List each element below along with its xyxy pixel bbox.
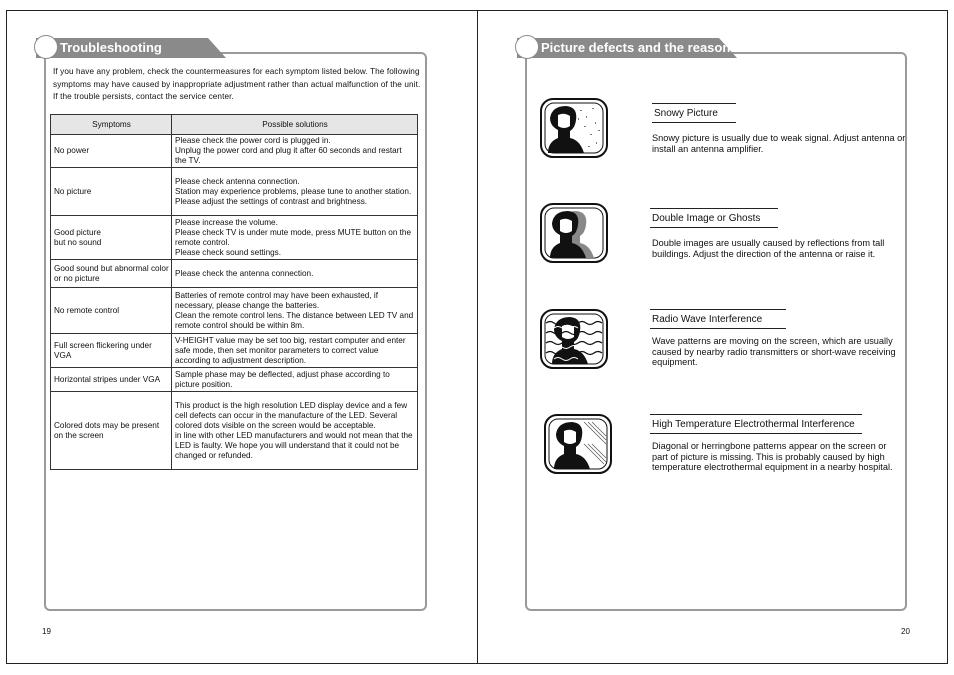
defect-description: Snowy picture is usually due to weak signal. Adjust antenna or install an antenna amplifier.	[652, 133, 906, 154]
table-row	[51, 216, 418, 260]
solution-cell: Sample phase may be deflected, adjust phase according to picture position.	[172, 368, 418, 392]
defect-description: Wave patterns are moving on the screen, which are usually caused by nearby radio transmitters or short-wave receiving equipment.	[652, 336, 896, 367]
symptom-cell: Colored dots may be present on the screen	[51, 392, 172, 470]
defect-title-text: Radio Wave Interference	[652, 314, 763, 325]
defect-title-text: Double Image or Ghosts	[652, 213, 761, 224]
symptom-cell: Horizontal stripes under VGA	[51, 368, 172, 392]
defect-description: Diagonal or herringbone patterns appear on the screen or part of picture is missing. This is probably caused by high temperature electrothermal equipment in a nearby hospital.	[652, 441, 893, 472]
tab-circle-icon	[515, 35, 539, 59]
table-row	[51, 392, 418, 470]
defect-title	[652, 213, 760, 227]
defect-title	[652, 419, 855, 433]
symptom-cell: Good picture but no sound	[51, 216, 172, 260]
symptom-cell: No remote control	[51, 288, 172, 334]
solution-cell: Batteries of remote control may have been exhausted, if necessary, please change the batteries. Clean the remote control lens. The distance between LED TV and remote control should be within 8m.	[172, 288, 418, 334]
symptom-cell: Full screen flickering under VGA	[51, 334, 172, 368]
table-row	[51, 288, 418, 334]
table-row	[51, 334, 418, 368]
symptom-cell: No picture	[51, 168, 172, 216]
intro-text: If you have any problem, check the countermeasures for each symptom listed below. The following symptoms may have caused by inappropriate adjustment rather than actual malfunction of the unit. If the trouble persists, contact the service center.	[53, 67, 421, 102]
solution-cell: V-HEIGHT value may be set too big, restart computer and enter safe mode, then set monitor parameters to correct value according to adjustment description.	[172, 334, 418, 368]
defect-description: Double images are usually caused by reflections from tall buildings. Adjust the direction of the antenna or raise it.	[652, 238, 885, 259]
page-fold-line	[477, 10, 478, 664]
defect-title-text: Snowy Picture	[654, 108, 718, 119]
symptom-cell: Good sound but abnormal color or no picture	[51, 260, 172, 288]
header-solutions: Possible solutions	[172, 115, 418, 135]
page-number-right: 20	[901, 627, 910, 636]
solution-cell: This product is the high resolution LED display device and a few cell defects can occur in the manufacture of the LED. Several colored dots visible on the screen would be acceptable. in line with other LED manufacturers and would not mean that the LED is faulty. We hope you will understand that it could not be changed or refunded.	[172, 392, 418, 470]
table-row	[51, 260, 418, 288]
solution-cell: Please check the power cord is plugged in. Unplug the power cord and plug it after 60 seconds and restart the TV.	[172, 135, 418, 168]
table-row	[51, 168, 418, 216]
defect-title	[652, 314, 762, 328]
table-header-row	[51, 115, 418, 135]
section-title: Troubleshooting	[60, 40, 162, 55]
table-row	[51, 368, 418, 392]
ghost-image-tv	[540, 203, 608, 263]
troubleshooting-table	[50, 114, 418, 470]
section-title: Picture defects and the reason	[541, 40, 731, 55]
picture-defects-tab	[517, 38, 737, 58]
page-number-left: 19	[42, 627, 51, 636]
troubleshooting-tab	[36, 38, 226, 58]
snowy-picture-tv	[540, 98, 608, 158]
symptom-cell: No power	[51, 135, 172, 168]
solution-cell: Please check antenna connection. Station may experience problems, please tune to another station. Please adjust the settings of contrast and brightness.	[172, 168, 418, 216]
defect-title-text: High Temperature Electrothermal Interference	[652, 419, 855, 430]
solution-cell: Please check the antenna connection.	[172, 260, 418, 288]
herringbone-interference-tv	[544, 414, 612, 474]
header-symptoms: Symptoms	[51, 115, 172, 135]
table-row	[51, 135, 418, 168]
wave-interference-tv	[540, 309, 608, 369]
solution-cell: Please increase the volume. Please check TV is under mute mode, press MUTE button on the remote control. Please check sound settings.	[172, 216, 418, 260]
tab-circle-icon	[34, 35, 58, 59]
defect-title	[654, 108, 718, 122]
